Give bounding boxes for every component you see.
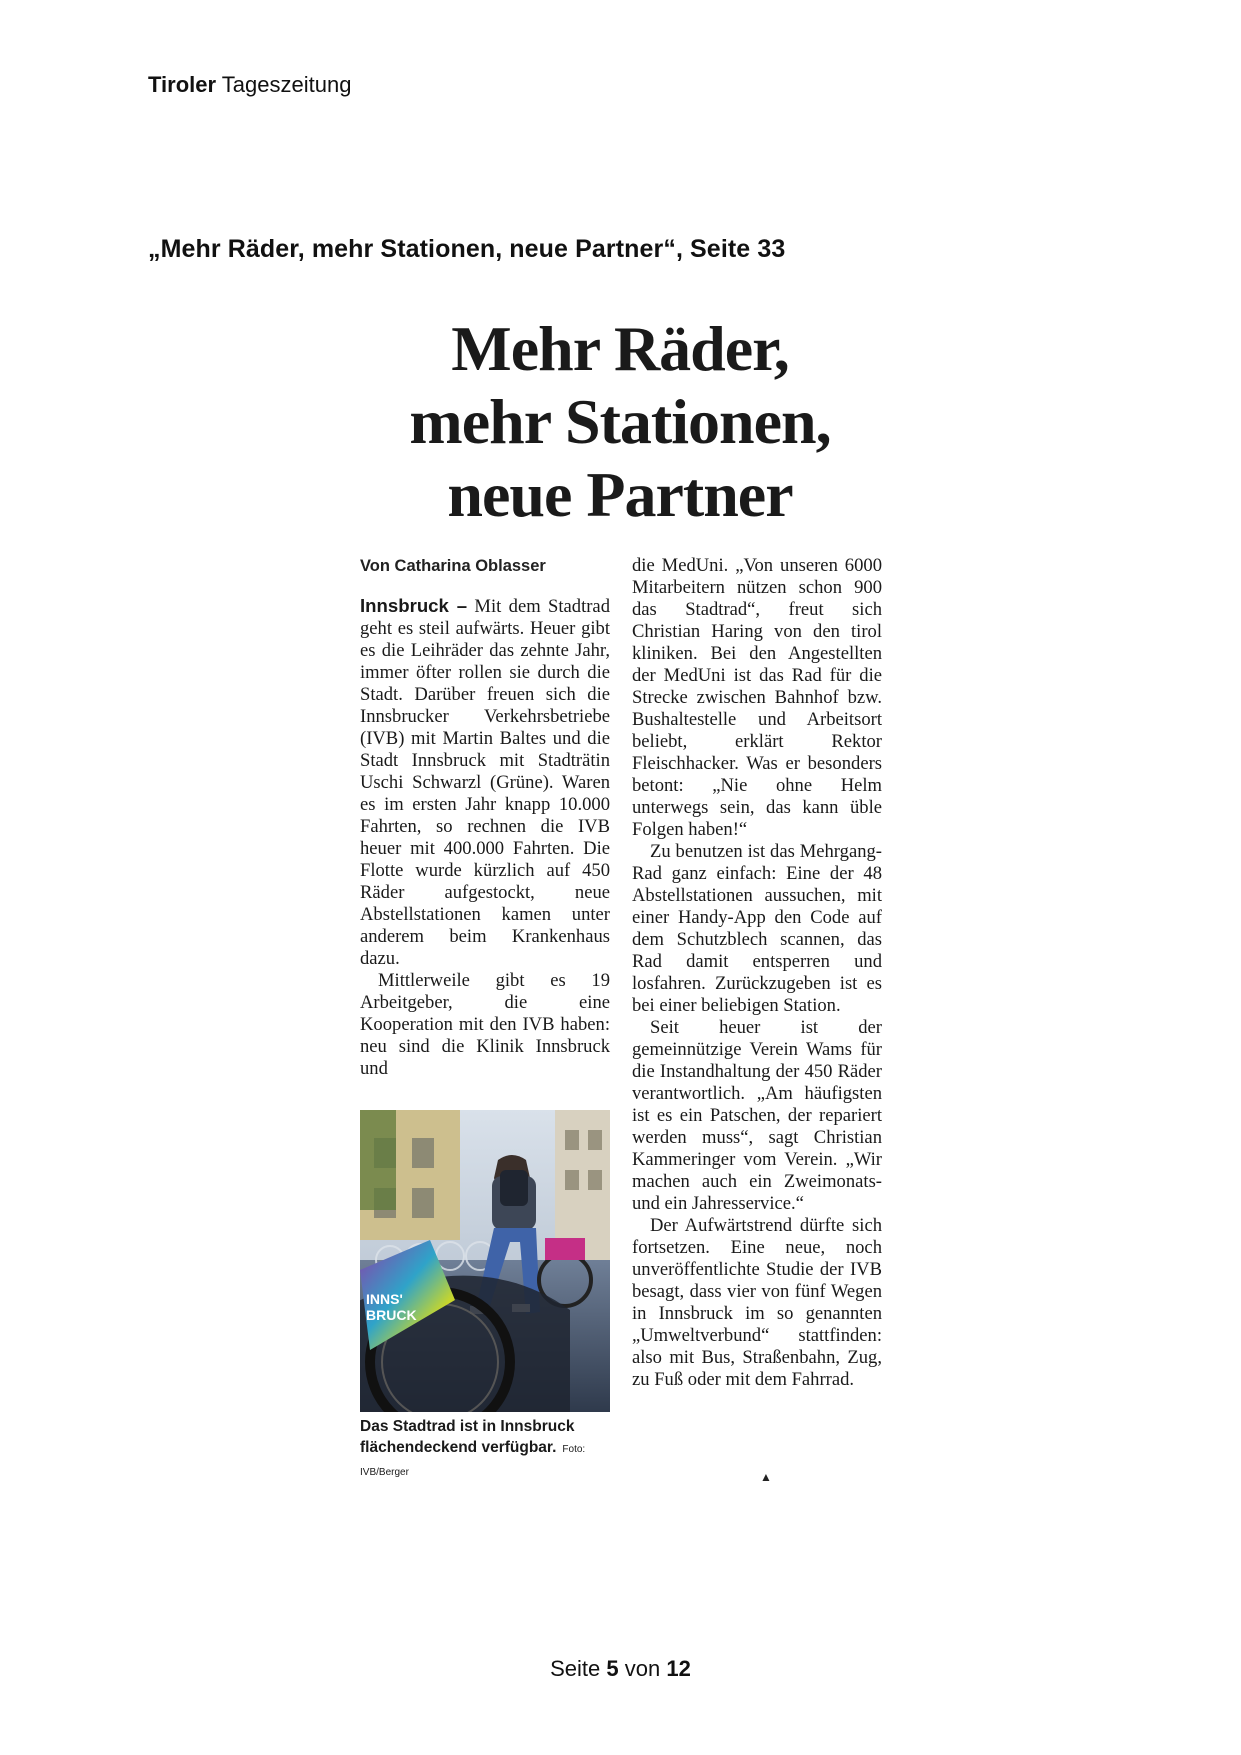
publication-name — [148, 72, 351, 98]
bike-sign-text: BRUCK — [366, 1307, 417, 1323]
article-paragraph: Mittlerweile gibt es 19 Arbeitgeber, die eine Kooperation mit den IVB haben: neu sind die Klinik Innsbruck und — [360, 970, 610, 1079]
article-paragraph: Seit heuer ist der gemeinnützige Verein Wams für die Instandhaltung der 450 Räder verantwortlich. „Am häufigsten ist es ein Patschen, der repariert werden muss“, sagt Christian Kammeringer vom Verein. „Wir machen auch ein Zweimonats- und ein Jahresservice.“ — [632, 1017, 882, 1214]
page-footer-middle: von — [624, 1656, 661, 1681]
article-column-right — [632, 555, 882, 1391]
headline-line: Mehr Räder, — [451, 313, 789, 384]
clip-reference-title: „Mehr Räder, mehr Stationen, neue Partner“, Seite 33 — [148, 235, 786, 263]
page-footer-prefix: Seite — [550, 1656, 601, 1681]
headline-line: neue Partner — [447, 459, 793, 530]
article-headline — [340, 312, 900, 531]
article-byline: Von Catharina Oblasser — [360, 557, 546, 575]
article-dateline: Innsbruck – — [360, 595, 468, 616]
article-paragraph — [360, 595, 610, 970]
article-paragraph: Der Aufwärtstrend dürfte sich fortsetzen. Eine neue, noch unveröffentlichte Studie der IVB besagt, dass vier von fünf Wegen in Innsbruck im so genannten „Umweltverbund“ stattfinden: also mit Bus, Straßenbahn, Zug, zu Fuß oder mit dem Fahrrad. — [632, 1215, 882, 1390]
article-photo — [360, 1110, 610, 1412]
photo-caption — [360, 1416, 610, 1483]
bike-sign-text: INNS' — [366, 1291, 403, 1307]
article-paragraph: die MedUni. „Von unseren 6000 Mitarbeitern nützen schon 900 das Stadtrad“, freut sich Christian Haring von den tirol kliniken. Bei den Angestellten der MedUni ist das Rad für die Strecke zwischen Bahnhof bzw. Bushaltestelle und Arbeitsort beliebt, erklärt Rektor Fleischhacker. Was er besonders betont: „Nie ohne Helm unterwegs sein, das kann üble Folgen haben!“ — [632, 555, 882, 840]
city-bike-photo-illustration — [360, 1110, 610, 1412]
article-column-left — [360, 555, 610, 1080]
publication-name-regular: Tageszeitung — [221, 72, 352, 97]
photo-credit: Foto: IVB/Berger — [360, 1444, 586, 1478]
article-paragraph-text: Mit dem Stadtrad geht es steil aufwärts. Heuer gibt es die Leihräder das zehnte Jahr, immer öfter rollen sie durch die Stadt. Darüber freuen sich die Innsbrucker Verkehrsbetriebe (IVB) mit Martin Baltes und die Stadt Innsbruck mit Stadträtin Uschi Schwarzl (Grüne). Waren es im ersten Jahr knapp 10.000 Fahrten, so rechnen die IVB heuer mit 400.000 Fahrten. Die Flotte wurde kürzlich auf 450 Räder aufgestockt, neue Abstellstationen kamen unter anderem beim Krankenhaus dazu. — [360, 596, 610, 969]
article-end-mark: ▲ — [760, 1470, 772, 1484]
publication-name-bold: Tiroler — [148, 72, 217, 97]
page-total-number: 12 — [666, 1656, 691, 1681]
article-paragraph: Zu benutzen ist das Mehrgang-Rad ganz einfach: Eine der 48 Abstellstationen aussuchen, mit einer Handy-App den Code auf dem Schutzblech scannen, das Rad damit entsperren und losfahren. Zurückzugeben ist es bei einer beliebigen Station. — [632, 841, 882, 1016]
page-footer — [0, 1656, 1241, 1682]
page-current-number: 5 — [606, 1656, 619, 1681]
photo-caption-text: Das Stadtrad ist in Innsbruck flächendeckend verfügbar. — [360, 1418, 575, 1456]
headline-line: mehr Stationen, — [409, 386, 831, 457]
